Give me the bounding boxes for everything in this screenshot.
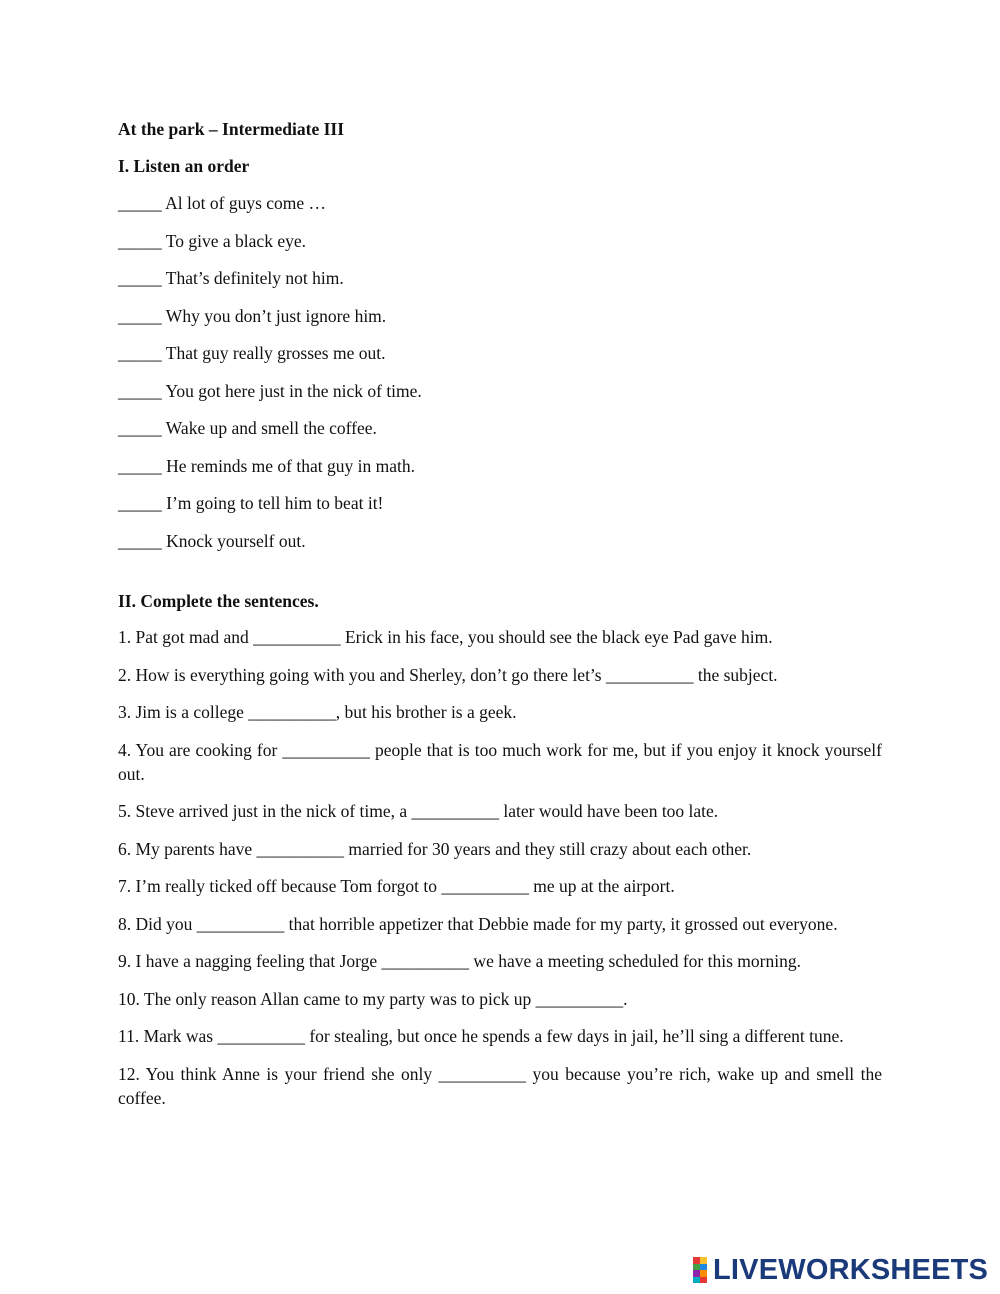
liveworksheets-logo-icon [693, 1257, 707, 1283]
sentence-item[interactable]: 7. I’m really ticked off because Tom forgot to __________ me up at the airport. [118, 876, 675, 896]
sentence-item[interactable]: 1. Pat got mad and __________ Erick in his face, you should see the black eye Pad gave him. [118, 627, 773, 647]
logo-text: LIVEWORKSHEETS [713, 1254, 989, 1286]
logo-mark-cell [693, 1277, 700, 1284]
sentence-item[interactable]: 8. Did you __________ that horrible appetizer that Debbie made for my party, it grossed out everyone. [118, 913, 838, 934]
order-item[interactable]: _____ That’s definitely not him. [118, 268, 344, 288]
sentence-item[interactable]: 10. The only reason Allan came to my party was to pick up __________. [118, 988, 628, 1009]
sentence-item[interactable]: 3. Jim is a college __________, but his brother is a geek. [118, 702, 517, 722]
order-item[interactable]: _____ Why you don’t just ignore him. [118, 305, 387, 326]
worksheet-title: At the park – Intermediate III [118, 119, 345, 139]
order-item[interactable]: _____ Al lot of guys come … [118, 193, 327, 213]
liveworksheets-logo[interactable] [693, 1255, 988, 1285]
sentence-item[interactable]: 5. Steve arrived just in the nick of time, a __________ later would have been too late. [118, 801, 719, 821]
sentence-item[interactable]: 2. How is everything going with you and Sherley, don’t go there let’s __________ the subject. [118, 664, 778, 685]
sentence-list [118, 625, 882, 1110]
sentence-item[interactable]: 4. You are cooking for __________ people that is too much work for me, but if you enjoy it knock yourself out. [118, 739, 882, 784]
logo-mark-cell [700, 1277, 707, 1284]
sentence-item[interactable]: 12. You think Anne is your friend she only __________ you because you’re rich, wake up and smell the coffee. [118, 1063, 882, 1108]
worksheet [118, 116, 882, 1123]
order-item[interactable]: _____ Knock yourself out. [118, 530, 306, 551]
sentence-item[interactable]: 11. Mark was __________ for stealing, but once he spends a few days in jail, he’ll sing a different tune. [118, 1026, 844, 1046]
order-item[interactable]: _____ To give a black eye. [118, 230, 306, 251]
order-item[interactable]: _____ He reminds me of that guy in math. [118, 455, 415, 476]
order-item[interactable]: _____ I’m going to tell him to beat it! [118, 493, 384, 513]
section-2-heading: II. Complete the sentences. [118, 591, 319, 611]
order-list [118, 190, 882, 554]
section-spacer [118, 565, 882, 588]
order-item[interactable]: _____ Wake up and smell the coffee. [118, 418, 377, 438]
section-1-heading: I. Listen an order [118, 156, 250, 176]
order-item[interactable]: _____ That guy really grosses me out. [118, 343, 386, 363]
order-item[interactable]: _____ You got here just in the nick of time. [118, 380, 422, 401]
sentence-item[interactable]: 9. I have a nagging feeling that Jorge __________ we have a meeting scheduled for this morning. [118, 951, 801, 971]
sentence-item[interactable]: 6. My parents have __________ married for 30 years and they still crazy about each other. [118, 838, 752, 859]
